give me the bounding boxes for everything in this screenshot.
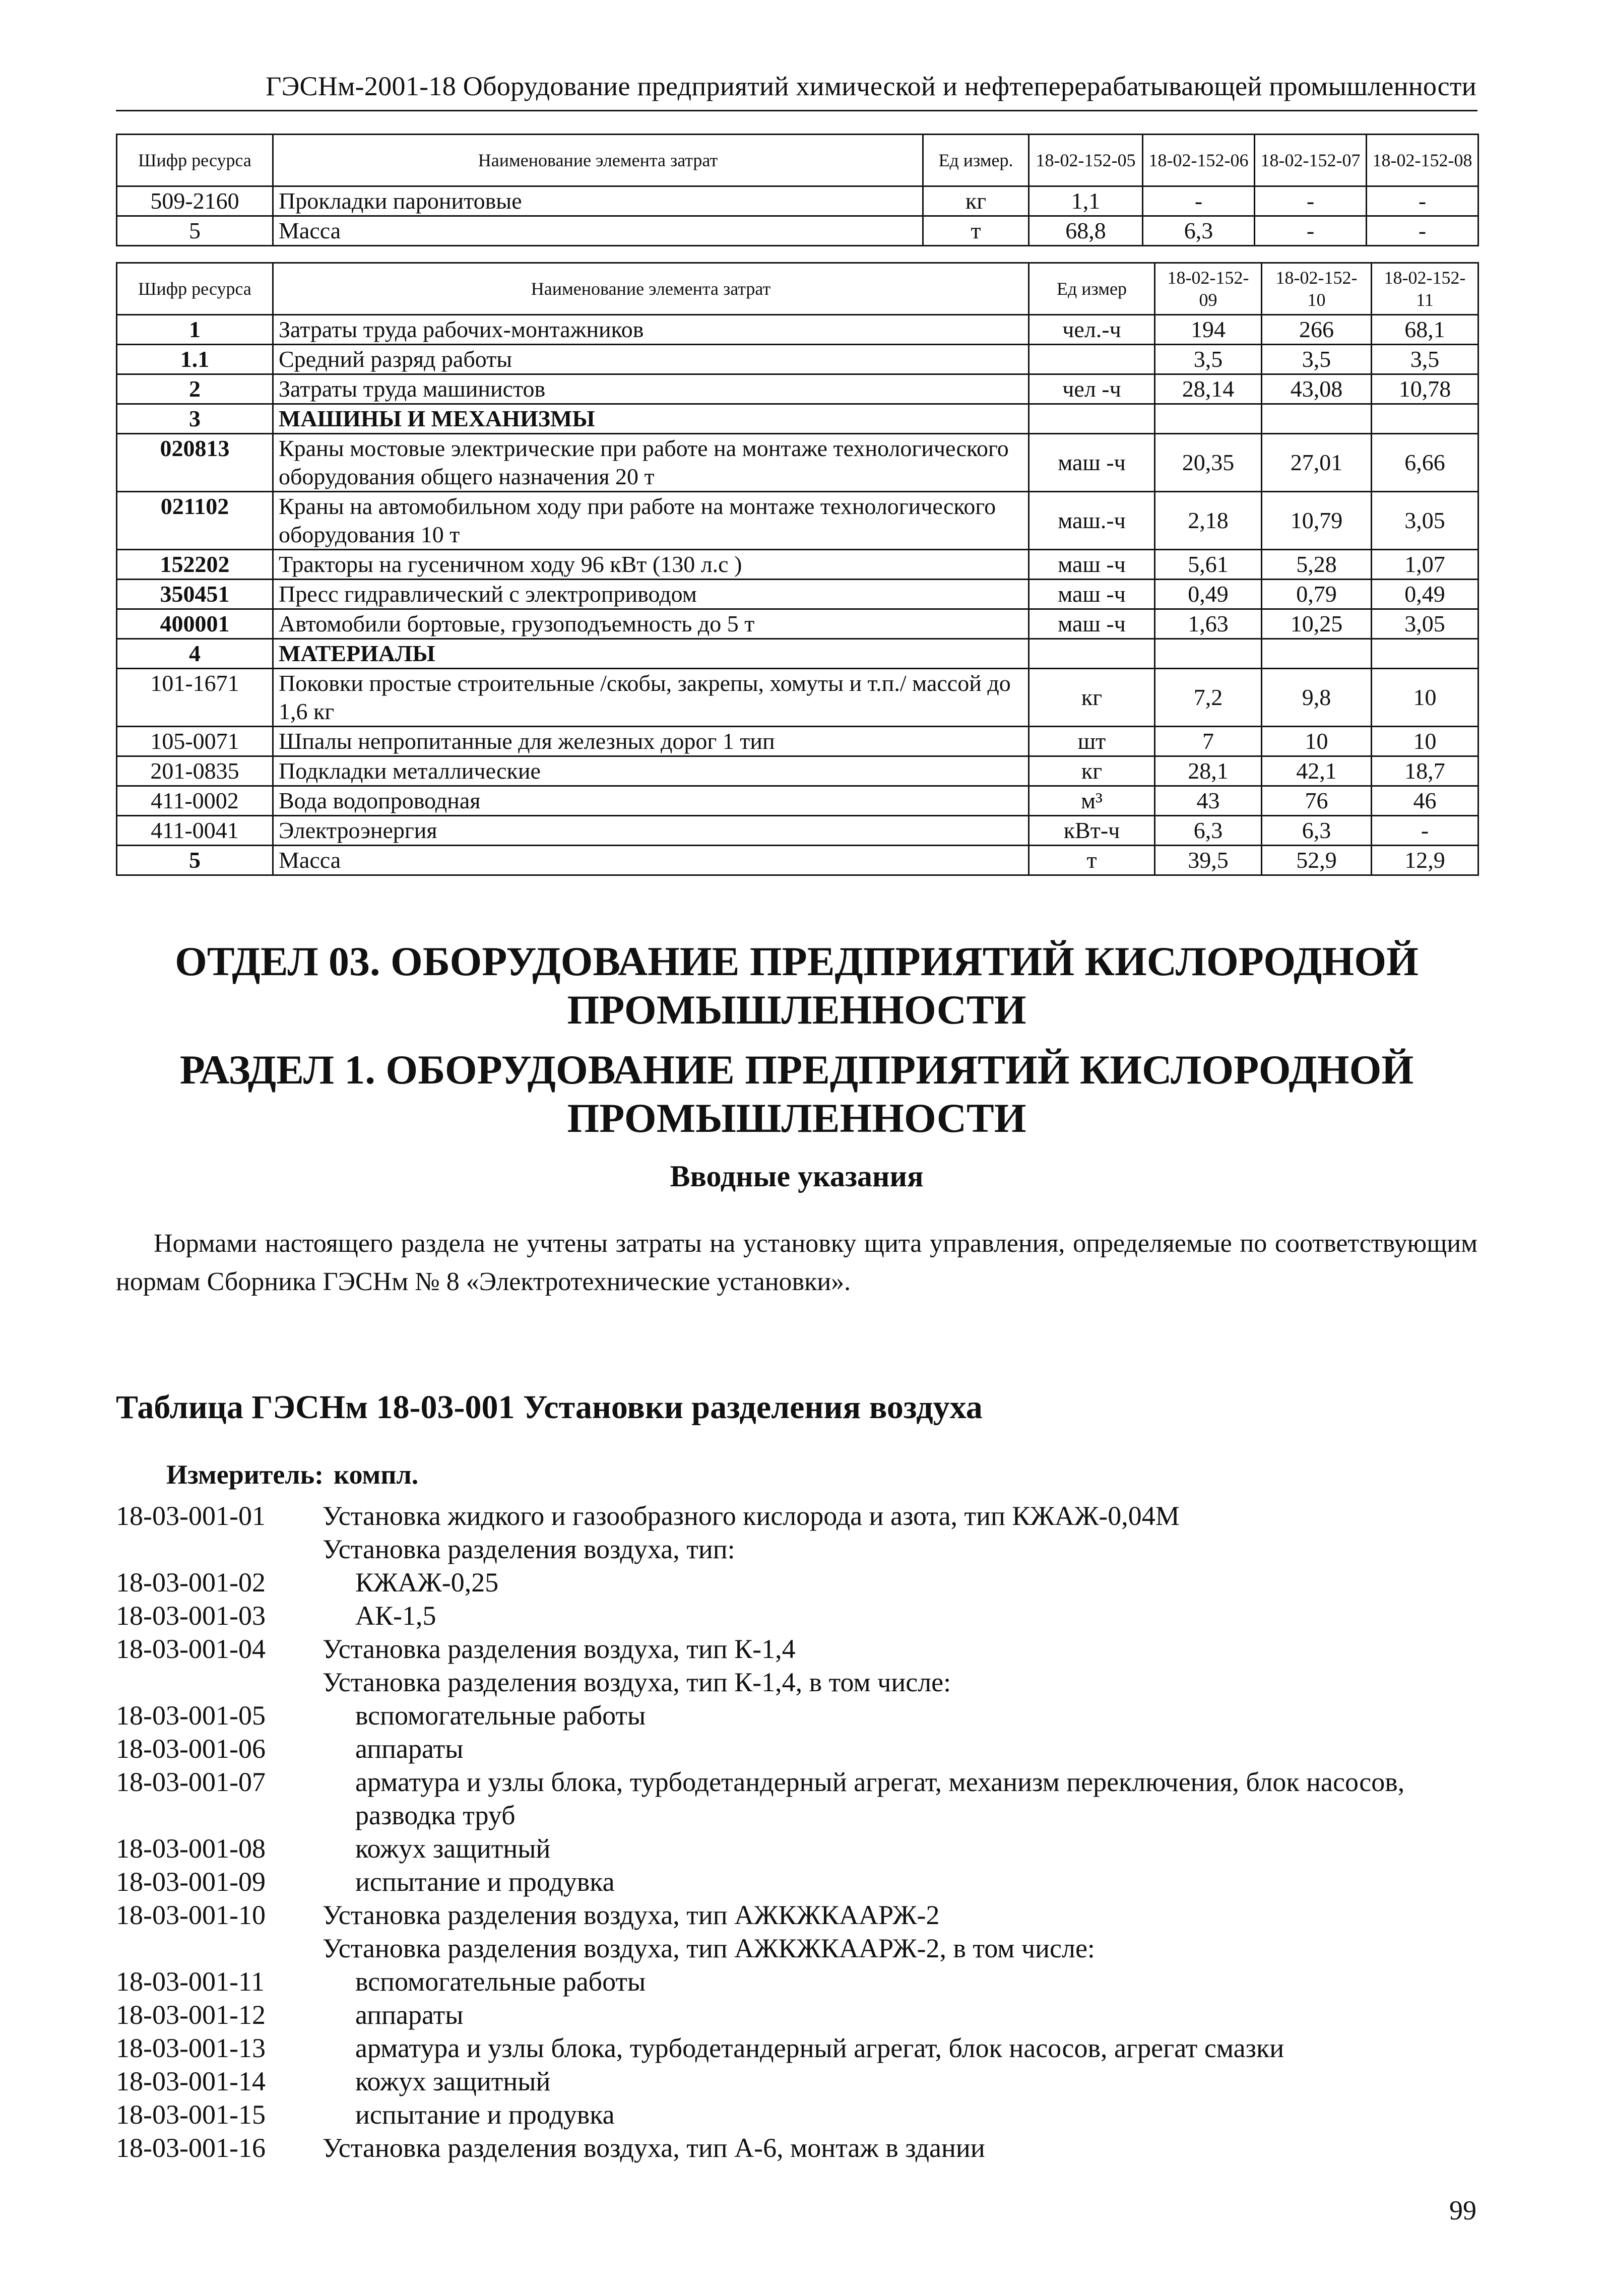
cell-value: 3,5: [1262, 345, 1372, 374]
item-code: 18-03-001-08: [116, 1833, 266, 1864]
cell-value: 42,1: [1262, 756, 1372, 786]
list-item: [116, 1666, 1477, 1699]
department-title: [116, 937, 1477, 1034]
item-code: 18-03-001-12: [116, 2000, 266, 2030]
cell-unit: маш -ч: [1029, 550, 1155, 580]
col-header-unit: Ед измер: [1029, 263, 1155, 315]
cell-value: 10,79: [1262, 492, 1372, 550]
item-text: вспомогательные работы: [355, 1966, 646, 1997]
list-item: [116, 1632, 1477, 1666]
cell-value: -: [1367, 216, 1478, 246]
cell-code: 400001: [117, 609, 273, 639]
cell-value: 76: [1262, 786, 1372, 816]
item-text: Установка разделения воздуха, тип К-1,4: [323, 1634, 796, 1664]
item-text: арматура и узлы блока, турбодетандерный агрегат, блок насосов, агрегат смазки: [355, 2033, 1284, 2063]
item-code: 18-03-001-16: [116, 2133, 266, 2163]
cell-value: 46: [1372, 786, 1478, 816]
cell-value: 12,9: [1372, 846, 1478, 875]
list-item: [116, 2098, 1477, 2131]
cell-value: 3,5: [1155, 345, 1262, 374]
col-header-code: Шифр ресурса: [117, 135, 273, 186]
cell-value: 3,5: [1372, 345, 1478, 374]
cell-value: 1,1: [1029, 186, 1143, 216]
intro-paragraph: Нормами настоящего раздела не учтены затраты на установку щита управления, определяемые по соответствующим нормам Сборника ГЭСНм № 8 «Электротехнические установки».: [116, 1229, 1477, 1296]
cell-unit: маш.-ч: [1029, 492, 1155, 550]
cell-value: 6,3: [1262, 816, 1372, 846]
cell-value: 3,05: [1372, 609, 1478, 639]
cell-name: Автомобили бортовые, грузоподъемность до 5 т: [273, 609, 1029, 639]
cell-unit: кВт-ч: [1029, 816, 1155, 846]
list-item: [116, 1732, 1477, 1765]
list-item: [116, 2031, 1477, 2065]
cell-value: [1155, 639, 1262, 669]
cell-value: [1262, 404, 1372, 434]
running-header: ГЭСНм-2001-18 Оборудование предприятий химической и нефтеперерабатывающей промышленности: [266, 71, 1476, 101]
cell-value: -: [1143, 186, 1255, 216]
table-row: [117, 374, 1478, 404]
cell-value: 2,18: [1155, 492, 1262, 550]
col-header-unit: Ед измер.: [923, 135, 1029, 186]
cell-code: 152202: [117, 550, 273, 580]
list-item: [116, 1699, 1477, 1732]
cell-name: Электроэнергия: [273, 816, 1029, 846]
table-row: [117, 786, 1478, 816]
cell-value: 43: [1155, 786, 1262, 816]
cell-value: 10,25: [1262, 609, 1372, 639]
list-item: [116, 1865, 1477, 1898]
cell-name: Прокладки паронитовые: [273, 186, 923, 216]
list-item: [116, 1932, 1477, 1965]
item-code: 18-03-001-10: [116, 1900, 266, 1930]
section-title-line: РАЗДЕЛ 1. ОБОРУДОВАНИЕ ПРЕДПРИЯТИЙ КИСЛОРОДНОЙ: [179, 1047, 1414, 1093]
item-text: Установка разделения воздуха, тип:: [323, 1534, 735, 1564]
cell-unit: маш -ч: [1029, 580, 1155, 609]
item-code: [116, 1932, 323, 1965]
item-text: Установка разделения воздуха, тип А-6, монтаж в здании: [323, 2133, 985, 2163]
cell-name: МАШИНЫ И МЕХАНИЗМЫ: [273, 404, 1029, 434]
cell-value: 0,49: [1372, 580, 1478, 609]
cell-code: 020813: [117, 434, 273, 492]
table-row: [117, 434, 1478, 492]
col-header-norm: 18-02-152-09: [1155, 263, 1262, 315]
table-row: [117, 315, 1478, 345]
measure-line: [166, 1459, 418, 1490]
cell-code: 5: [117, 216, 273, 246]
item-text: Установка разделения воздуха, тип АЖКЖКААРЖ-2: [323, 1900, 940, 1930]
cell-name: Краны мостовые электрические при работе на монтаже технологического оборудования общего назначения 20 т: [273, 434, 1029, 492]
item-code: 18-03-001-01: [116, 1501, 266, 1531]
table-row: [117, 186, 1478, 216]
cell-value: [1155, 404, 1262, 434]
table-row: [117, 609, 1478, 639]
cell-value: 7: [1155, 727, 1262, 756]
cell-unit: т: [923, 216, 1029, 246]
cell-value: 3,05: [1372, 492, 1478, 550]
table-row: [117, 492, 1478, 550]
cell-name: Затраты труда машинистов: [273, 374, 1029, 404]
cell-value: 10: [1262, 727, 1372, 756]
cell-value: 10: [1372, 727, 1478, 756]
cell-value: 68,1: [1372, 315, 1478, 345]
cell-value: 6,66: [1372, 434, 1478, 492]
cell-unit: [1029, 639, 1155, 669]
item-code: 18-03-001-13: [116, 2033, 266, 2063]
cell-code: 350451: [117, 580, 273, 609]
cell-code: 5: [117, 846, 273, 875]
cell-value: 266: [1262, 315, 1372, 345]
cell-code: 1: [117, 315, 273, 345]
cell-unit: чел.-ч: [1029, 315, 1155, 345]
list-item: [116, 1832, 1477, 1865]
list-item: [116, 1499, 1477, 1533]
list-item: [116, 1765, 1477, 1832]
cell-unit: кг: [1029, 669, 1155, 727]
cell-value: -: [1255, 216, 1367, 246]
cell-unit: кг: [1029, 756, 1155, 786]
header-rule: [116, 110, 1477, 111]
cell-name: Шпалы непропитанные для железных дорог 1 тип: [273, 727, 1029, 756]
table-row: [117, 550, 1478, 580]
list-item: [116, 1898, 1477, 1932]
list-item: [116, 1533, 1477, 1566]
item-text: испытание и продувка: [355, 1867, 615, 1897]
cell-code: 2: [117, 374, 273, 404]
cell-value: 18,7: [1372, 756, 1478, 786]
cell-unit: шт: [1029, 727, 1155, 756]
section-title-line: ПРОМЫШЛЕННОСТИ: [567, 1095, 1026, 1141]
col-header-norm: 18-02-152-11: [1372, 263, 1478, 315]
table-row: [117, 816, 1478, 846]
cell-value: 5,61: [1155, 550, 1262, 580]
item-code: 18-03-001-09: [116, 1867, 266, 1897]
item-text: Установка жидкого и газообразного кислорода и азота, тип КЖАЖ-0,04М: [323, 1501, 1180, 1531]
table-row: [117, 846, 1478, 875]
cell-name: Масса: [273, 846, 1029, 875]
norm-items-list: [116, 1499, 1477, 2164]
cell-unit: кг: [923, 186, 1029, 216]
cell-unit: [1029, 404, 1155, 434]
cell-name: Краны на автомобильном ходу при работе на монтаже технологического оборудования 10 т: [273, 492, 1029, 550]
cell-value: 7,2: [1155, 669, 1262, 727]
item-text: аппараты: [355, 1734, 464, 1764]
cell-value: 52,9: [1262, 846, 1372, 875]
measure-label: Измеритель:: [166, 1459, 324, 1490]
cell-code: 201-0835: [117, 756, 273, 786]
cell-value: 27,01: [1262, 434, 1372, 492]
cell-name: Тракторы на гусеничном ходу 96 кВт (130 л.с ): [273, 550, 1029, 580]
cell-name: Пресс гидравлический с электроприводом: [273, 580, 1029, 609]
item-code: 18-03-001-02: [116, 1567, 266, 1598]
list-item: [116, 2065, 1477, 2098]
list-item: [116, 1965, 1477, 1998]
item-code: 18-03-001-06: [116, 1734, 266, 1764]
cell-unit: чел -ч: [1029, 374, 1155, 404]
table-row: [117, 216, 1478, 246]
cell-value: 68,8: [1029, 216, 1143, 246]
cell-value: 43,08: [1262, 374, 1372, 404]
cell-name: Подкладки металлические: [273, 756, 1029, 786]
cell-code: 411-0041: [117, 816, 273, 846]
item-text: кожух защитный: [355, 2066, 551, 2096]
col-header-name: Наименование элемента затрат: [273, 135, 923, 186]
table-row: [117, 639, 1478, 669]
cell-code: 1.1: [117, 345, 273, 374]
list-item: [116, 1599, 1477, 1632]
col-header-norm: 18-02-152-10: [1262, 263, 1372, 315]
cell-value: 10: [1372, 669, 1478, 727]
cell-value: 194: [1155, 315, 1262, 345]
cell-name: Масса: [273, 216, 923, 246]
cell-name: Вода водопроводная: [273, 786, 1029, 816]
cell-value: -: [1255, 186, 1367, 216]
cell-unit: маш -ч: [1029, 609, 1155, 639]
cell-value: -: [1367, 186, 1478, 216]
cell-code: 105-0071: [117, 727, 273, 756]
item-text: аппараты: [355, 2000, 464, 2030]
cell-code: 101-1671: [117, 669, 273, 727]
item-code: 18-03-001-04: [116, 1634, 266, 1664]
cell-value: [1372, 404, 1478, 434]
cell-value: 1,63: [1155, 609, 1262, 639]
resource-table-1: [116, 134, 1479, 246]
table-row: [117, 669, 1478, 727]
cell-code: 4: [117, 639, 273, 669]
cell-value: 10,78: [1372, 374, 1478, 404]
cell-name: МАТЕРИАЛЫ: [273, 639, 1029, 669]
cell-value: 5,28: [1262, 550, 1372, 580]
item-code: 18-03-001-14: [116, 2066, 266, 2096]
cell-value: [1262, 639, 1372, 669]
item-text: кожух защитный: [355, 1833, 551, 1864]
cell-value: 9,8: [1262, 669, 1372, 727]
item-code: 18-03-001-15: [116, 2099, 266, 2130]
table-2-body: [117, 315, 1478, 875]
cell-unit: т: [1029, 846, 1155, 875]
table-row: [117, 727, 1478, 756]
cell-value: 28,1: [1155, 756, 1262, 786]
list-item: [116, 1998, 1477, 2031]
cell-value: [1372, 639, 1478, 669]
cell-name: Затраты труда рабочих-монтажников: [273, 315, 1029, 345]
cell-value: 20,35: [1155, 434, 1262, 492]
item-code: 18-03-001-11: [116, 1966, 265, 1997]
cell-value: 0,49: [1155, 580, 1262, 609]
item-code: 18-03-001-05: [116, 1700, 266, 1731]
resource-table-2: [116, 262, 1479, 876]
table-row: [117, 756, 1478, 786]
item-code: 18-03-001-03: [116, 1601, 266, 1631]
cell-name: Средний разряд работы: [273, 345, 1029, 374]
cell-unit: маш -ч: [1029, 434, 1155, 492]
cell-code: 411-0002: [117, 786, 273, 816]
cell-value: -: [1372, 816, 1478, 846]
item-text: Установка разделения воздуха, тип К-1,4, в том числе:: [323, 1667, 951, 1697]
cell-value: 6,3: [1155, 816, 1262, 846]
item-code: [116, 1533, 323, 1566]
cell-value: 28,14: [1155, 374, 1262, 404]
intro-heading: Вводные указания: [670, 1160, 924, 1193]
item-text: арматура и узлы блока, турбодетандерный агрегат, механизм переключения, блок насосов, разводка труб: [355, 1767, 1405, 1830]
col-header-norm: 18-02-152-05: [1029, 135, 1143, 186]
col-header-norm: 18-02-152-06: [1143, 135, 1255, 186]
table-row: [117, 580, 1478, 609]
item-code: 18-03-001-07: [116, 1767, 266, 1797]
list-item: [116, 2131, 1477, 2164]
col-header-name: Наименование элемента затрат: [273, 263, 1029, 315]
item-text: КЖАЖ-0,25: [355, 1567, 499, 1598]
item-text: вспомогательные работы: [355, 1700, 646, 1731]
item-text: АК-1,5: [355, 1601, 436, 1631]
department-title-line: ПРОМЫШЛЕННОСТИ: [567, 987, 1026, 1033]
page-number: 99: [1449, 2195, 1476, 2225]
cell-value: 39,5: [1155, 846, 1262, 875]
section-title: [116, 1046, 1477, 1142]
cell-code: 3: [117, 404, 273, 434]
item-text: Установка разделения воздуха, тип АЖКЖКААРЖ-2, в том числе:: [323, 1933, 1095, 1963]
cell-unit: м³: [1029, 786, 1155, 816]
table-row: [117, 345, 1478, 374]
item-text: испытание и продувка: [355, 2099, 615, 2130]
cell-value: 1,07: [1372, 550, 1478, 580]
col-header-norm: 18-02-152-08: [1367, 135, 1478, 186]
list-item: [116, 1566, 1477, 1599]
cell-value: 6,3: [1143, 216, 1255, 246]
col-header-code: Шифр ресурса: [117, 263, 273, 315]
table-title: Таблица ГЭСНм 18-03-001 Установки разделения воздуха: [116, 1389, 983, 1426]
department-title-line: ОТДЕЛ 03. ОБОРУДОВАНИЕ ПРЕДПРИЯТИЙ КИСЛОРОДНОЙ: [175, 938, 1419, 984]
col-header-norm: 18-02-152-07: [1255, 135, 1367, 186]
table-row: [117, 404, 1478, 434]
cell-unit: [1029, 345, 1155, 374]
cell-value: 0,79: [1262, 580, 1372, 609]
cell-code: 509-2160: [117, 186, 273, 216]
cell-code: 021102: [117, 492, 273, 550]
cell-name: Поковки простые строительные /скобы, закрепы, хомуты и т.п./ массой до 1,6 кг: [273, 669, 1029, 727]
item-code: [116, 1666, 323, 1699]
measure-unit: компл.: [334, 1459, 419, 1490]
